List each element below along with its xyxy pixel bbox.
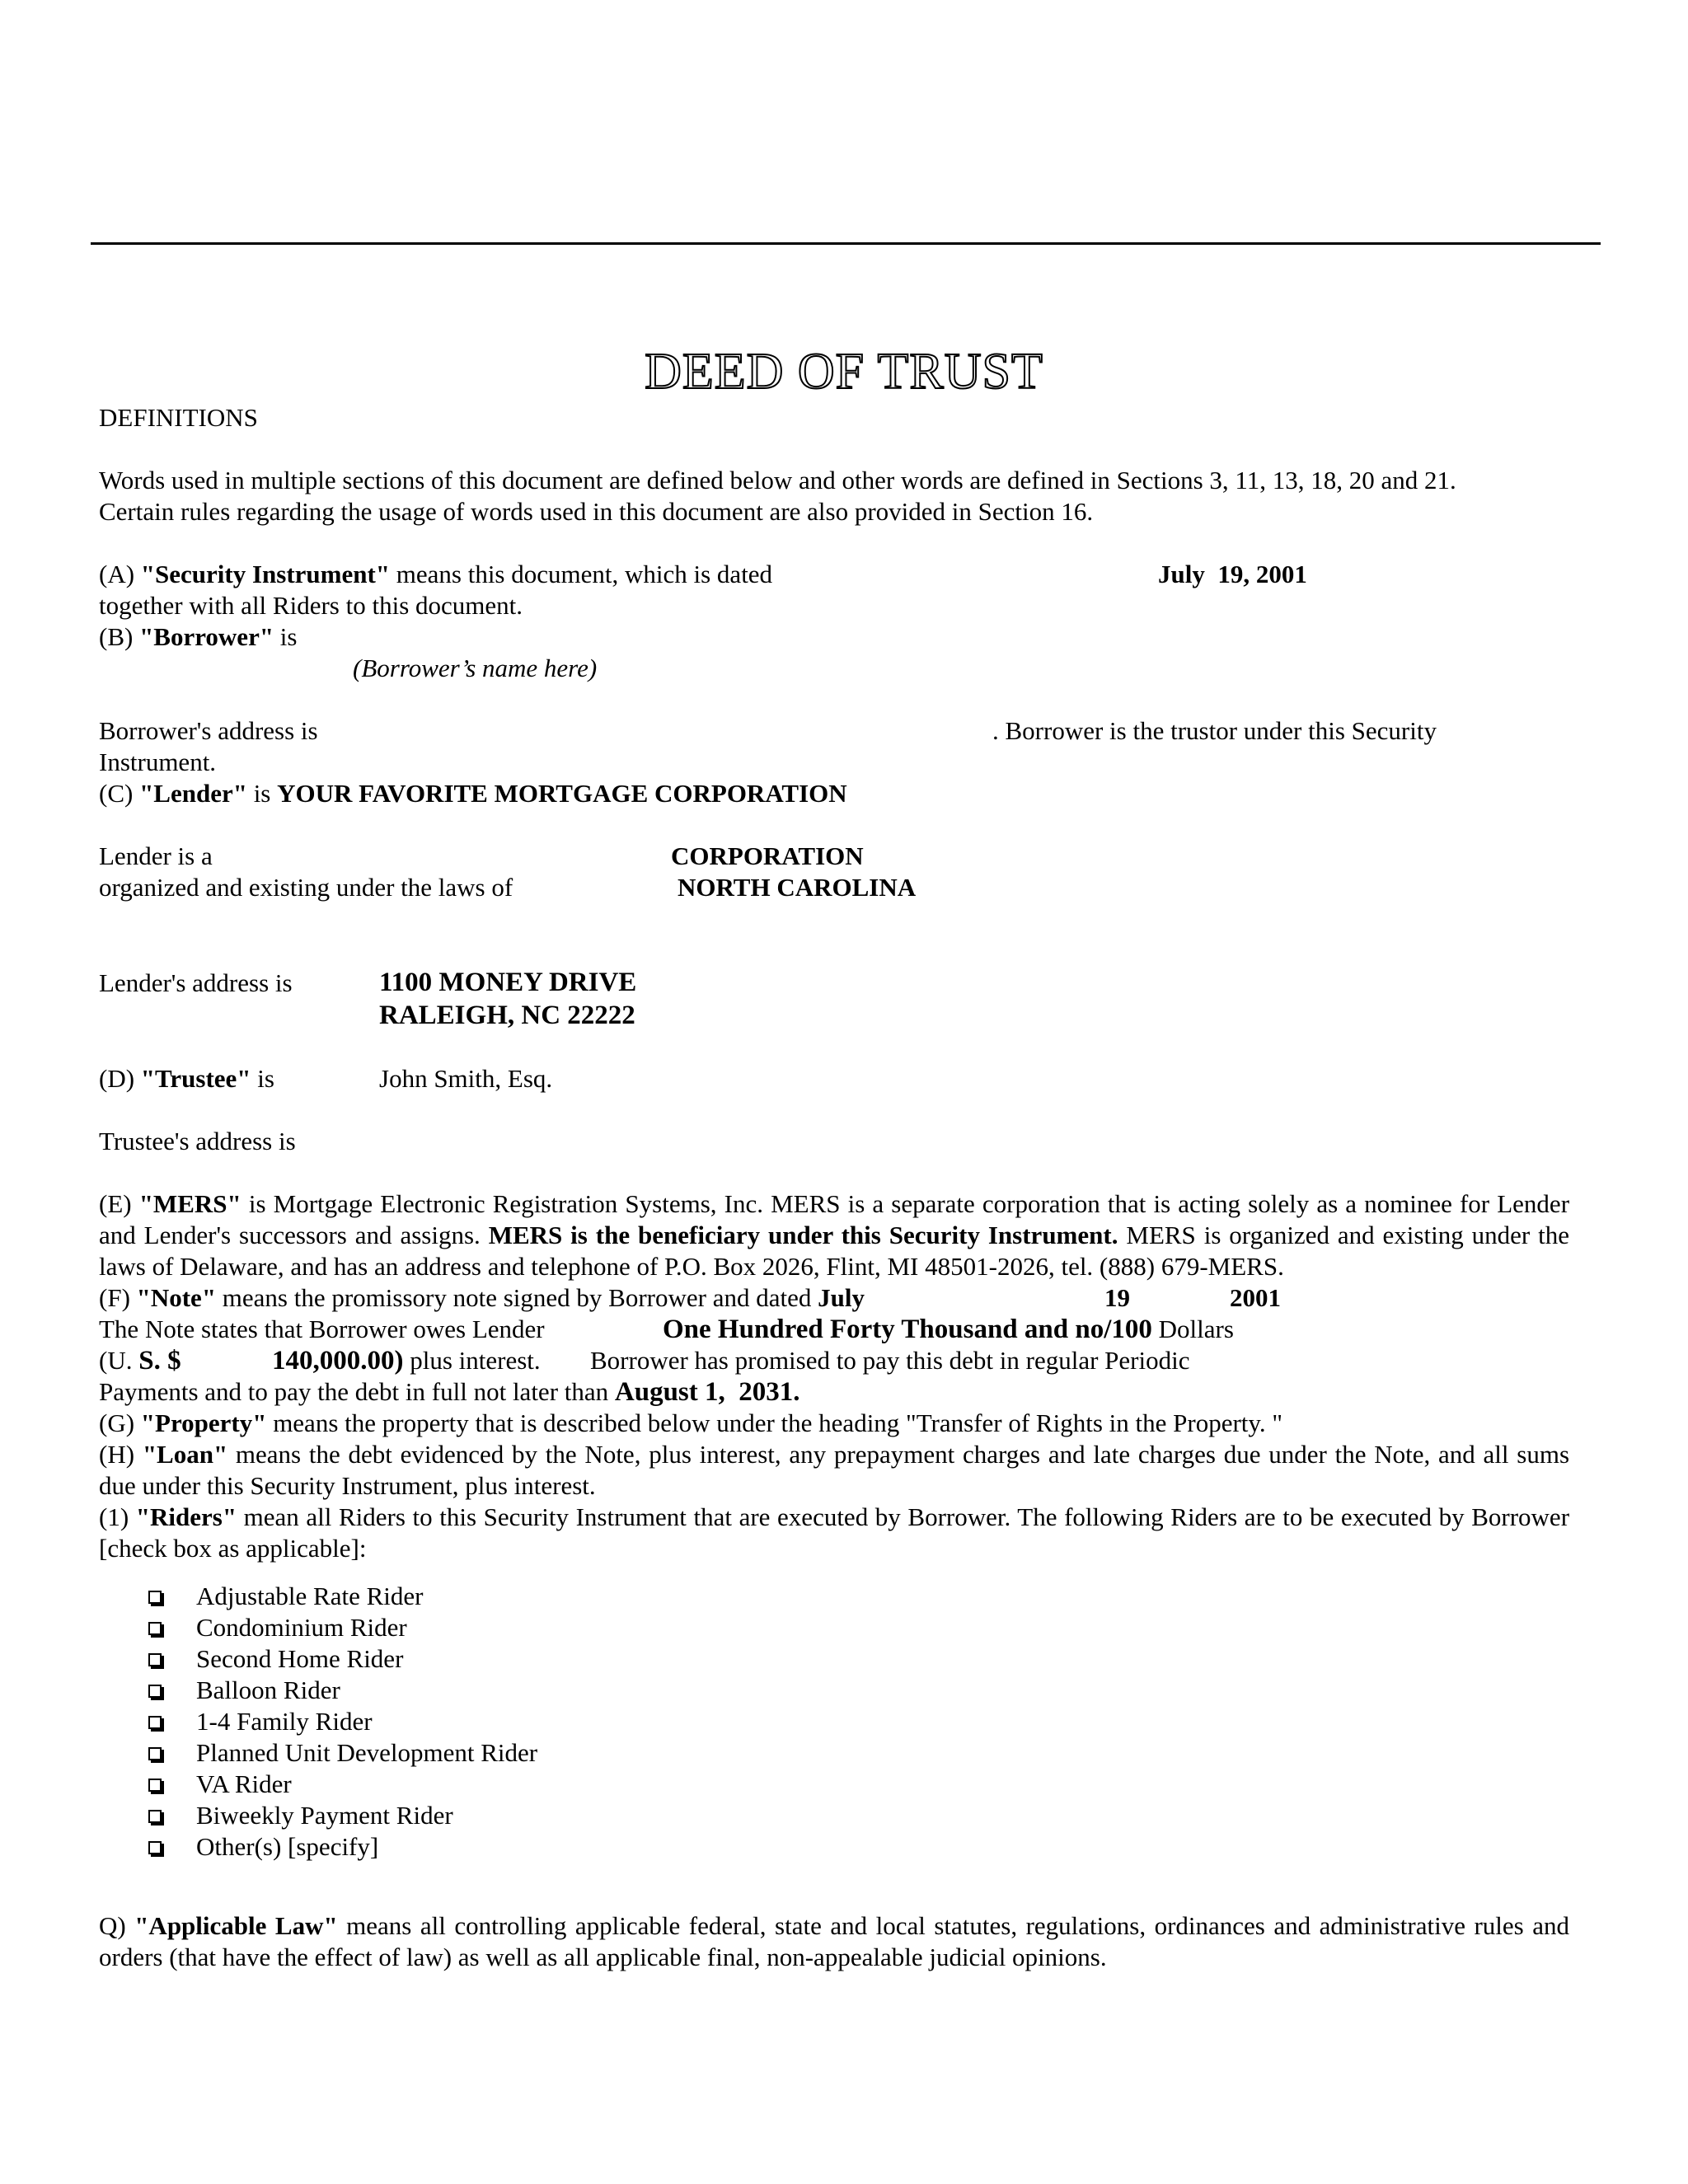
- rider-label: Condominium Rider: [196, 1613, 407, 1642]
- lender-address-line-2: RALEIGH, NC 22222: [379, 1001, 635, 1030]
- rider-label: Planned Unit Development Rider: [196, 1738, 538, 1767]
- section-i-paragraph: [99, 1502, 1569, 1564]
- section-a-term: "Security Instrument": [140, 560, 391, 588]
- lender-state: NORTH CAROLINA: [678, 873, 917, 902]
- trustee-name: John Smith, Esq.: [379, 1064, 553, 1093]
- rider-label: VA Rider: [196, 1769, 292, 1798]
- rider-checkbox[interactable]: [148, 1841, 162, 1854]
- maturity-date: August 1, 2031.: [614, 1377, 800, 1407]
- lender-name: YOUR FAVORITE MORTGAGE CORPORATION: [277, 779, 847, 808]
- section-b-label: (B): [99, 622, 134, 651]
- section-h-label: (H): [99, 1440, 135, 1469]
- intro-line-1: Words used in multiple sections of this document are defined below and other words are defined in Sections 3, 11, 13, 18, 20 and 21.: [99, 466, 1456, 494]
- section-e-text-2: MERS is organized and existing under the laws of Delaware, and has an address and telephone of P.O. Box 2026, Flint, MI 48501-2026, tel. (888) 679-MERS.: [99, 1221, 1569, 1281]
- intro-line-2: Certain rules regarding the usage of words used in this document are also provided in Section 16.: [99, 497, 1094, 526]
- rider-checkbox[interactable]: [148, 1716, 162, 1729]
- lender-entity-type: CORPORATION: [671, 841, 864, 870]
- section-f-label: (F): [99, 1283, 130, 1312]
- us-open: (U.: [99, 1346, 133, 1375]
- section-q-term: "Applicable Law": [134, 1911, 338, 1940]
- section-i-text: mean all Riders to this Security Instrument that are executed by Borrower. The following Riders are to be executed by Borrower [check box as applicable]:: [99, 1502, 1570, 1563]
- borrower-address-label: Borrower's address is: [99, 716, 318, 745]
- rider-checkbox[interactable]: [148, 1591, 162, 1604]
- rider-label: 1-4 Family Rider: [196, 1707, 373, 1736]
- section-e-bold: MERS is the beneficiary under this Security Instrument.: [488, 1221, 1118, 1249]
- rider-label: Other(s) [specify]: [196, 1832, 379, 1861]
- lender-is-a-label: Lender is a: [99, 841, 213, 870]
- definitions-heading: DEFINITIONS: [99, 403, 258, 432]
- section-a-line-2: together with all Riders to this document.: [99, 591, 523, 620]
- section-e-text-1: is Mortgage Electronic Registration Systems, Inc. MERS is a separate corporation that is acting solely as a nominee for Lender and Lender's successors and assigns.: [99, 1189, 1570, 1249]
- owes-text: The Note states that Borrower owes Lender: [99, 1315, 545, 1343]
- trustee-address-label: Trustee's address is: [99, 1127, 296, 1155]
- section-g-line: [99, 1408, 1282, 1439]
- section-a-text: means this document, which is dated: [396, 560, 773, 588]
- section-q-paragraph: [99, 1910, 1569, 1973]
- amount-words: One Hundred Forty Thousand and no/100: [663, 1315, 1152, 1344]
- section-e-paragraph: [99, 1188, 1569, 1282]
- section-d-line: [99, 1063, 274, 1094]
- plus-interest: plus interest.: [410, 1346, 541, 1375]
- dollars-word: Dollars: [1158, 1315, 1234, 1343]
- amount-number: 140,000.00): [272, 1346, 404, 1376]
- section-i-label: (1): [99, 1502, 129, 1531]
- lender-address-label: Lender's address is: [99, 968, 293, 997]
- section-q-label: Q): [99, 1911, 126, 1940]
- section-c-label: (C): [99, 779, 134, 808]
- section-a-label: (A): [99, 560, 135, 588]
- section-b-line: [99, 621, 297, 653]
- note-year: 2001: [1230, 1283, 1281, 1312]
- rider-checkbox[interactable]: [148, 1622, 162, 1635]
- security-instrument-date: July 19, 2001: [1158, 560, 1307, 588]
- section-a-line: [99, 559, 772, 590]
- amount-line: [272, 1345, 541, 1376]
- note-month: July: [818, 1283, 865, 1312]
- section-q-text: means all controlling applicable federal, state and local statutes, regulations, ordinances and administrative rules and orders (that have the effect of law) as well as all applicable final, non-appealable judicial opinions.: [99, 1911, 1569, 1971]
- note-day: 19: [1104, 1283, 1130, 1312]
- section-e-label: (E): [99, 1189, 132, 1218]
- rider-label: Adjustable Rate Rider: [196, 1582, 424, 1610]
- rider-checkbox[interactable]: [148, 1810, 162, 1823]
- rider-checkbox[interactable]: [148, 1685, 162, 1698]
- us-bold: S. $: [138, 1346, 181, 1376]
- section-i-term: "Riders": [135, 1502, 237, 1531]
- payments-text: Payments and to pay the debt in full not later than: [99, 1377, 609, 1406]
- section-d-term: "Trustee": [140, 1064, 251, 1093]
- document-title: DEED OF TRUST: [645, 344, 1043, 400]
- section-f-term: "Note": [136, 1283, 217, 1312]
- rider-checkbox[interactable]: [148, 1653, 162, 1666]
- rider-checkbox[interactable]: [148, 1779, 162, 1792]
- rider-label: Second Home Rider: [196, 1644, 404, 1673]
- promise-text: Borrower has promised to pay this debt in regular Periodic: [590, 1346, 1190, 1375]
- section-h-text: means the debt evidenced by the Note, plus interest, any prepayment charges and late charges due under the Note, and all sums due under this Security Instrument, plus interest.: [99, 1440, 1570, 1500]
- lender-organized-text: organized and existing under the laws of: [99, 873, 513, 902]
- section-g-term: "Property": [140, 1408, 267, 1437]
- section-f-text: means the promissory note signed by Borrower and dated: [222, 1283, 812, 1312]
- section-c-line: [99, 778, 847, 809]
- section-e-term: "MERS": [138, 1189, 241, 1218]
- section-g-text: means the property that is described below under the heading "Transfer of Rights in the Property. ": [273, 1408, 1283, 1437]
- section-c-text: is: [253, 779, 271, 808]
- section-h-paragraph: [99, 1439, 1569, 1502]
- section-f-line: [99, 1282, 865, 1314]
- section-g-label: (G): [99, 1408, 135, 1437]
- rider-label: Balloon Rider: [196, 1675, 340, 1704]
- rider-checkbox[interactable]: [148, 1747, 162, 1760]
- borrower-trustor-text: . Borrower is the trustor under this Security: [992, 716, 1437, 745]
- section-b-text: is: [279, 622, 298, 651]
- header-rule: [91, 242, 1601, 245]
- amount-words-line: [663, 1314, 1234, 1345]
- payments-line: [99, 1376, 800, 1408]
- section-h-term: "Loan": [142, 1440, 228, 1469]
- section-d-text: is: [257, 1064, 274, 1093]
- lender-address-line-1: 1100 MONEY DRIVE: [379, 968, 637, 997]
- borrower-name-placeholder: (Borrower’s name here): [353, 654, 598, 682]
- section-c-term: "Lender": [139, 779, 247, 808]
- borrower-trustor-line-2: Instrument.: [99, 748, 217, 776]
- rider-label: Biweekly Payment Rider: [196, 1801, 453, 1830]
- us-prefix: [99, 1345, 181, 1376]
- section-d-label: (D): [99, 1064, 135, 1093]
- section-b-term: "Borrower": [139, 622, 274, 651]
